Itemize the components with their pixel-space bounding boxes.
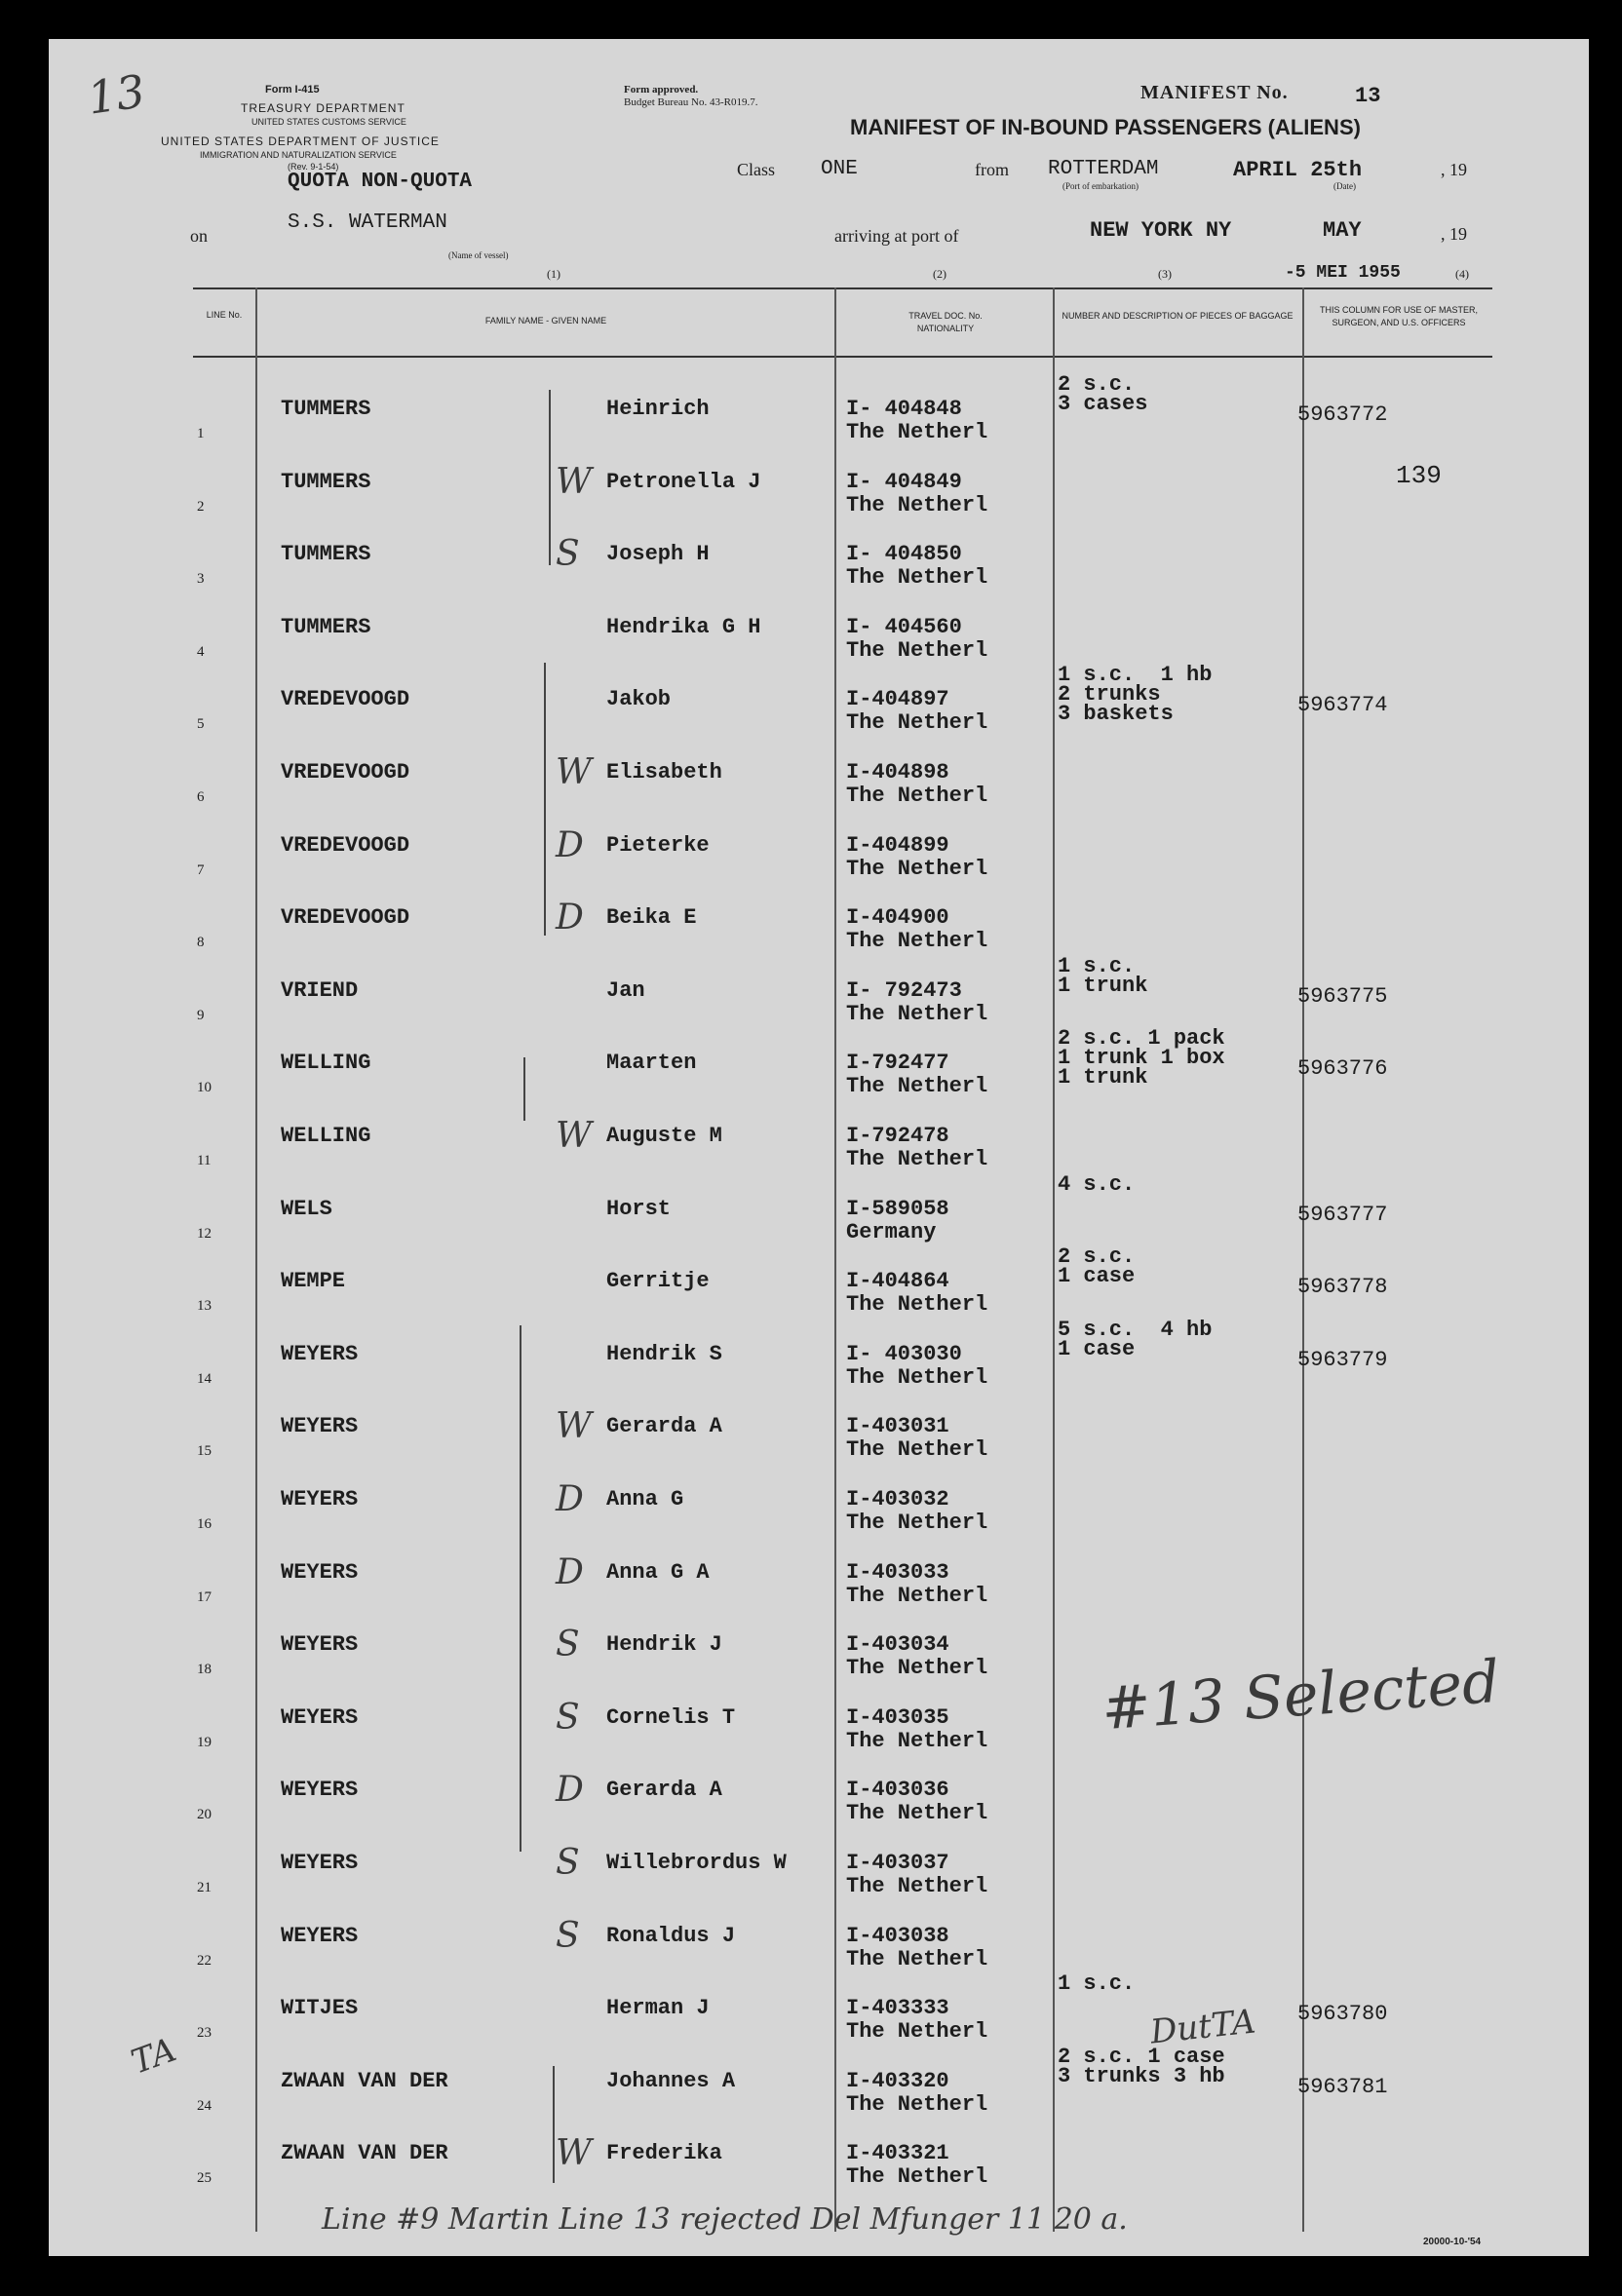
- arriving-label: arriving at port of: [834, 226, 959, 246]
- given-name: Hendrika G H: [606, 614, 761, 639]
- nationality: The Netherl: [846, 1074, 988, 1099]
- col-num-1: (1): [547, 267, 560, 281]
- family-bracket: [549, 390, 551, 565]
- family-name: VREDEVOOGD: [281, 905, 410, 931]
- given-name: Jakob: [606, 687, 672, 712]
- manifest-page: [49, 39, 1589, 2256]
- given-name: Jan: [606, 977, 645, 1003]
- line-number: 25: [197, 2170, 212, 2187]
- manifest-title: MANIFEST OF IN-BOUND PASSENGERS (ALIENS): [850, 115, 1361, 139]
- col-num-2: (2): [933, 267, 946, 281]
- nationality: The Netherl: [846, 1147, 988, 1171]
- travel-doc: I-792477: [846, 1051, 949, 1076]
- nationality: The Netherl: [846, 420, 988, 444]
- relationship-mark: S: [556, 1843, 580, 1883]
- arrival-year-prefix: , 19: [1441, 224, 1467, 244]
- table-row: [49, 1766, 1589, 1839]
- given-name: Gerarda A: [606, 1414, 722, 1439]
- line-number: 22: [197, 1952, 212, 1969]
- header-travel: TRAVEL DOC. No. NATIONALITY: [908, 311, 983, 333]
- travel-doc: I-404898: [846, 760, 949, 784]
- family-name: TUMMERS: [281, 469, 371, 494]
- customs-label: UNITED STATES CUSTOMS SERVICE: [251, 117, 406, 127]
- port-caption: (Port of embarkation): [1062, 181, 1139, 191]
- line-number: 13: [197, 1298, 212, 1315]
- vessel-value: S.S. WATERMAN: [288, 211, 447, 234]
- line-number: 8: [197, 935, 205, 951]
- header-baggage: NUMBER AND DESCRIPTION OF PIECES OF BAGGAGE: [1062, 311, 1294, 321]
- arrival-month: MAY: [1323, 218, 1362, 243]
- table-row: [49, 1971, 1589, 2057]
- travel-doc: I-403037: [846, 1851, 949, 1875]
- given-name: Gerarda A: [606, 1778, 722, 1803]
- family-name: WEYERS: [281, 1704, 359, 1730]
- table-row: [49, 1112, 1589, 1185]
- nationality: The Netherl: [846, 565, 988, 591]
- travel-doc: I- 792473: [846, 977, 962, 1003]
- officer-code: 5963778: [1297, 1275, 1388, 1300]
- relationship-mark: W: [556, 1116, 593, 1156]
- nationality: The Netherl: [846, 784, 988, 808]
- given-name: Ronaldus J: [606, 1923, 736, 1948]
- relationship-mark: S: [556, 1915, 580, 1956]
- nationality: The Netherl: [846, 2164, 988, 2190]
- corner-number: 13: [84, 64, 149, 125]
- travel-doc: I-403321: [846, 2141, 949, 2166]
- relationship-mark: W: [556, 752, 593, 792]
- family-name: TUMMERS: [281, 614, 371, 639]
- officer-number: 139: [1396, 461, 1442, 490]
- line-number: 10: [197, 1080, 212, 1096]
- travel-doc: I-403033: [846, 1559, 949, 1585]
- line-number: 3: [197, 571, 205, 588]
- given-name: Frederika: [606, 2141, 722, 2166]
- nationality: The Netherl: [846, 1583, 988, 1608]
- line-number: 23: [197, 2025, 212, 2042]
- family-name: ZWAAN VAN DER: [281, 2141, 448, 2166]
- table-row: [49, 372, 1589, 458]
- date-stamp: -5 MEI 1955: [1285, 263, 1401, 283]
- on-label: on: [190, 226, 208, 246]
- nationality: The Netherl: [846, 1437, 988, 1463]
- officer-code: 5963774: [1297, 693, 1388, 718]
- table-row: [49, 1839, 1589, 1912]
- table-row: [49, 1317, 1589, 1403]
- nationality: The Netherl: [846, 1292, 988, 1318]
- travel-doc: I- 404560: [846, 614, 962, 639]
- nationality: The Netherl: [846, 1874, 988, 1898]
- baggage: 1 s.c.: [1058, 1971, 1136, 1997]
- given-name: Horst: [606, 1196, 672, 1221]
- port-value: ROTTERDAM: [1048, 158, 1159, 180]
- officer-code: 5963781: [1297, 2074, 1388, 2099]
- from-label: from: [975, 160, 1009, 179]
- line-number: 12: [197, 1225, 212, 1242]
- nationality: The Netherl: [846, 2091, 988, 2117]
- nationality: The Netherl: [846, 710, 988, 736]
- relationship-mark: S: [556, 1625, 580, 1665]
- line-number: 9: [197, 1007, 205, 1023]
- table-row: [49, 1244, 1589, 1330]
- table-top-rule: [193, 287, 1492, 289]
- given-name: Beika E: [606, 905, 697, 931]
- table-row: [49, 1402, 1589, 1475]
- table-row: [49, 1171, 1589, 1258]
- form-number: Form I-415: [265, 84, 320, 96]
- line-number: 21: [197, 1880, 212, 1895]
- quota-value: QUOTA NON-QUOTA: [288, 171, 473, 193]
- family-name: VREDEVOOGD: [281, 760, 410, 784]
- given-name: Petronella J: [606, 469, 761, 494]
- nationality: The Netherl: [846, 856, 988, 881]
- arrival-port: NEW YORK NY: [1090, 218, 1232, 243]
- given-name: Heinrich: [606, 397, 710, 421]
- officer-code: 5963779: [1297, 1347, 1388, 1372]
- baggage: 1 s.c. 1 hb 2 trunks 3 baskets: [1058, 663, 1213, 727]
- officer-code: 5963776: [1297, 1056, 1388, 1082]
- line-number: 6: [197, 789, 205, 805]
- travel-doc: I-403038: [846, 1923, 949, 1948]
- nationality: The Netherl: [846, 1801, 988, 1826]
- family-name: WEYERS: [281, 1632, 359, 1658]
- table-row: [49, 822, 1589, 895]
- revision-label: (Rev. 9-1-54): [288, 162, 339, 172]
- header-line-no: LINE No.: [206, 310, 243, 320]
- given-name: Willebrordus W: [606, 1851, 787, 1875]
- travel-doc: I-404864: [846, 1269, 949, 1294]
- family-name: WEYERS: [281, 1414, 359, 1439]
- given-name: Hendrik S: [606, 1341, 722, 1366]
- table-row: [49, 663, 1589, 748]
- relationship-mark: D: [556, 1551, 584, 1592]
- given-name: Anna G: [606, 1487, 684, 1512]
- col-num-4: (4): [1455, 267, 1469, 281]
- given-name: Maarten: [606, 1051, 697, 1076]
- given-name: Hendrik J: [606, 1632, 722, 1658]
- relationship-mark: D: [556, 824, 584, 865]
- baggage: 5 s.c. 4 hb 1 case: [1058, 1317, 1213, 1361]
- nationality: The Netherl: [846, 1364, 988, 1390]
- given-name: Johannes A: [606, 2068, 736, 2093]
- travel-doc: I-403032: [846, 1487, 949, 1512]
- table-row: [49, 1549, 1589, 1622]
- table-header-rule: [193, 356, 1492, 358]
- line-number: 14: [197, 1370, 212, 1387]
- table-row: [49, 748, 1589, 822]
- year-prefix: , 19: [1441, 160, 1467, 179]
- given-name: Auguste M: [606, 1124, 722, 1148]
- date-caption: (Date): [1333, 181, 1356, 191]
- nationality: The Netherl: [846, 637, 988, 663]
- relationship-mark: S: [556, 1697, 580, 1738]
- officer-code: 5963780: [1297, 2002, 1388, 2027]
- manifest-label: MANIFEST No.: [1140, 82, 1289, 103]
- baggage: 4 s.c.: [1058, 1171, 1136, 1197]
- vessel-caption: (Name of vessel): [448, 250, 509, 260]
- family-name: VRIEND: [281, 977, 359, 1003]
- relationship-mark: D: [556, 1479, 584, 1519]
- footer-code: 20000-10-'54: [1423, 2237, 1482, 2247]
- line-number: 16: [197, 1516, 212, 1532]
- immigration-label: IMMIGRATION AND NATURALIZATION SERVICE: [200, 150, 397, 160]
- family-name: WEMPE: [281, 1269, 346, 1294]
- table-row: [49, 530, 1589, 603]
- travel-doc: I-403034: [846, 1632, 949, 1658]
- line-number: 19: [197, 1734, 212, 1750]
- table-row: [49, 2129, 1589, 2202]
- family-bracket: [544, 663, 546, 936]
- relationship-mark: W: [556, 2133, 593, 2174]
- header-officers: THIS COLUMN FOR USE OF MASTER, SURGEON, AND U.S. OFFICERS: [1319, 305, 1478, 327]
- line-number: 4: [197, 643, 205, 660]
- header-name: FAMILY NAME - GIVEN NAME: [484, 316, 607, 325]
- table-row: [49, 894, 1589, 967]
- table-row: [49, 458, 1589, 531]
- given-name: Anna G A: [606, 1559, 710, 1585]
- family-name: WELS: [281, 1196, 332, 1221]
- family-name: TUMMERS: [281, 397, 371, 421]
- line-number: 18: [197, 1662, 212, 1678]
- officer-code: 5963772: [1297, 402, 1388, 427]
- officer-code: 5963775: [1297, 983, 1388, 1009]
- nationality: The Netherl: [846, 1946, 988, 1971]
- nationality: The Netherl: [846, 1001, 988, 1026]
- relationship-mark: W: [556, 461, 593, 502]
- nationality: The Netherl: [846, 1656, 988, 1681]
- given-name: Gerritje: [606, 1269, 710, 1294]
- travel-doc: I- 404850: [846, 542, 962, 567]
- line-number: 5: [197, 716, 205, 733]
- date-value: APRIL 25th: [1233, 158, 1363, 182]
- travel-doc: I- 404849: [846, 469, 962, 494]
- treasury-label: TREASURY DEPARTMENT: [241, 101, 406, 115]
- nationality: The Netherl: [846, 2019, 988, 2045]
- class-value: ONE: [821, 158, 858, 180]
- class-label: Class: [737, 160, 776, 179]
- baggage: 2 s.c. 3 cases: [1058, 372, 1148, 416]
- family-name: ZWAAN VAN DER: [281, 2068, 448, 2093]
- travel-doc: I-589058: [846, 1196, 949, 1221]
- family-name: WEYERS: [281, 1923, 359, 1948]
- line-number: 7: [197, 861, 205, 878]
- nationality: The Netherl: [846, 492, 988, 517]
- baggage: 1 s.c. 1 trunk: [1058, 953, 1148, 998]
- relationship-mark: S: [556, 534, 580, 575]
- travel-doc: I-403036: [846, 1778, 949, 1803]
- travel-doc: I-403031: [846, 1414, 949, 1439]
- family-bracket: [553, 2066, 555, 2183]
- travel-doc: I-403035: [846, 1704, 949, 1730]
- budget-label: Budget Bureau No. 43-R019.7.: [624, 96, 758, 108]
- nationality: The Netherl: [846, 1728, 988, 1753]
- officer-code: 5963777: [1297, 1202, 1388, 1227]
- col-num-3: (3): [1158, 267, 1172, 281]
- line-number: 11: [197, 1153, 212, 1168]
- baggage: 2 s.c. 1 case: [1058, 1244, 1136, 1289]
- travel-doc: I- 404848: [846, 397, 962, 421]
- relationship-mark: D: [556, 1770, 584, 1811]
- travel-doc: I-404897: [846, 687, 949, 712]
- manifest-number: 13: [1355, 84, 1381, 108]
- line-number: 17: [197, 1588, 212, 1605]
- family-name: TUMMERS: [281, 542, 371, 567]
- travel-doc: I-792478: [846, 1124, 949, 1148]
- travel-doc: I-403320: [846, 2068, 949, 2093]
- travel-doc: I-404899: [846, 832, 949, 858]
- travel-doc: I- 403030: [846, 1341, 962, 1366]
- family-name: WEYERS: [281, 1851, 359, 1875]
- nationality: The Netherl: [846, 1511, 988, 1535]
- line-number: 24: [197, 2097, 212, 2114]
- form-approved: Form approved.: [624, 84, 699, 96]
- line-number: 1: [197, 426, 205, 441]
- line-number: 2: [197, 498, 205, 515]
- family-name: WEYERS: [281, 1559, 359, 1585]
- family-name: WEYERS: [281, 1778, 359, 1803]
- family-name: VREDEVOOGD: [281, 832, 410, 858]
- line-number: 20: [197, 1807, 212, 1823]
- given-name: Elisabeth: [606, 760, 722, 784]
- travel-doc: I-403333: [846, 1996, 949, 2021]
- baggage: 2 s.c. 1 pack 1 trunk 1 box 1 trunk: [1058, 1026, 1225, 1091]
- given-name: Herman J: [606, 1996, 710, 2021]
- table-row: [49, 1912, 1589, 1985]
- given-name: Pieterke: [606, 832, 710, 858]
- family-name: WITJES: [281, 1996, 359, 2021]
- table-row: [49, 1026, 1589, 1112]
- family-bracket: [523, 1057, 525, 1121]
- family-name: VREDEVOOGD: [281, 687, 410, 712]
- table-row: [49, 1475, 1589, 1549]
- dutta-note: DutTA: [1148, 2002, 1257, 2052]
- baggage: 2 s.c. 1 case 3 trunks 3 hb: [1058, 2044, 1225, 2088]
- relationship-mark: W: [556, 1406, 593, 1447]
- nationality: Germany: [846, 1219, 937, 1244]
- ta-note: TA: [126, 2030, 181, 2083]
- travel-doc: I-404900: [846, 905, 949, 931]
- given-name: Cornelis T: [606, 1704, 736, 1730]
- family-name: WELLING: [281, 1124, 371, 1148]
- family-name: WEYERS: [281, 1487, 359, 1512]
- table-row: [49, 953, 1589, 1040]
- nationality: The Netherl: [846, 929, 988, 954]
- selected-note: #13 Selected: [1100, 1647, 1502, 1744]
- relationship-mark: D: [556, 898, 584, 938]
- family-name: WELLING: [281, 1051, 371, 1076]
- line-number: 15: [197, 1443, 212, 1460]
- justice-label: UNITED STATES DEPARTMENT OF JUSTICE: [161, 134, 440, 148]
- table-row: [49, 603, 1589, 676]
- given-name: Joseph H: [606, 542, 710, 567]
- family-bracket: [520, 1325, 521, 1852]
- bottom-note: Line #9 Martin Line 13 rejected Del Mfunger 11 20 a.: [322, 2202, 1128, 2237]
- family-name: WEYERS: [281, 1341, 359, 1366]
